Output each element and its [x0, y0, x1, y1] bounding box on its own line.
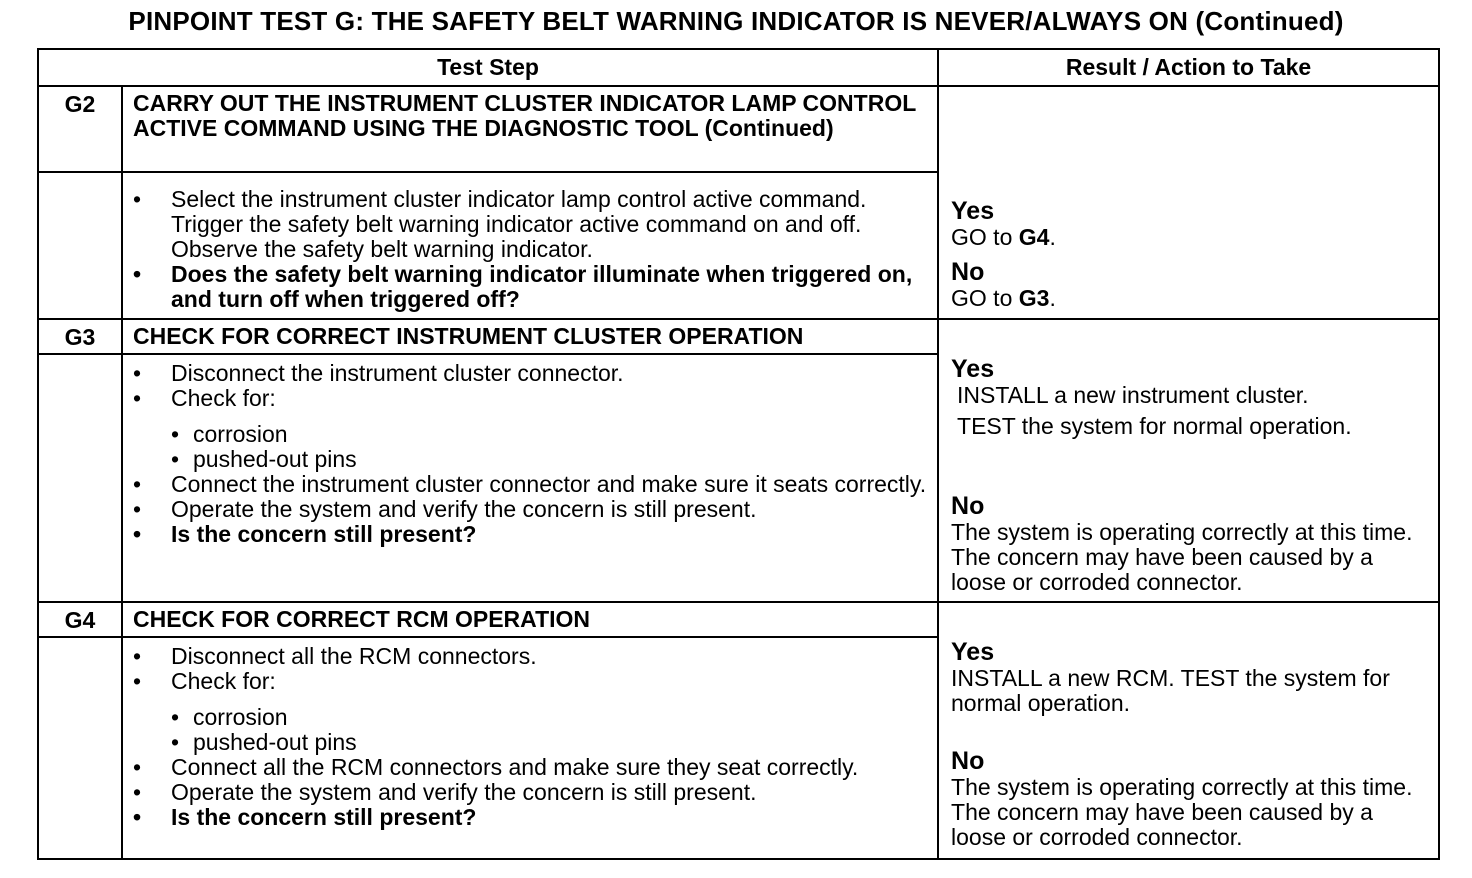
- list-item: • Does the safety belt warning indicator illuminate when triggered on, and turn off when triggered off?: [133, 262, 927, 312]
- step-g3-heading-row: [38, 319, 1439, 354]
- list-item: • Select the instrument cluster indicator lamp control active command. Trigger the safety belt warning indicator active command on and off. Observe the safety belt warning indicator.: [133, 187, 927, 262]
- step-id: G3: [38, 319, 122, 354]
- no-action: The system is operating correctly at this time. The concern may have been caused by a loose or corroded connector.: [951, 519, 1413, 595]
- header-test-step: Test Step: [38, 49, 938, 86]
- list-item: • corrosion: [171, 705, 927, 730]
- list-item: • pushed-out pins: [171, 730, 927, 755]
- yes-action: INSTALL a new RCM. TEST the system for normal operation.: [951, 665, 1390, 716]
- list-item: • corrosion: [171, 422, 927, 447]
- yes-action: GO to G4.: [951, 224, 1056, 250]
- step-g2-heading-row: [38, 86, 1439, 172]
- list-item: • Disconnect all the RCM connectors.: [133, 644, 927, 669]
- list-item: • Is the concern still present?: [133, 805, 927, 830]
- step-id: G2: [38, 86, 122, 172]
- step-id: G4: [38, 602, 122, 637]
- list-item: • Check for:: [133, 669, 927, 694]
- step-heading: CHECK FOR CORRECT RCM OPERATION: [122, 602, 938, 637]
- step-g3-result: [938, 319, 1439, 602]
- step-id-spacer: [38, 354, 122, 602]
- step-body: [122, 172, 938, 319]
- yes-action: TEST the system for normal operation.: [957, 413, 1352, 439]
- yes-label: Yes: [951, 197, 995, 225]
- step-g4-heading-row: [38, 602, 1439, 637]
- list-item: • Operate the system and verify the concern is still present.: [133, 780, 927, 805]
- list-item: • Operate the system and verify the concern is still present.: [133, 497, 927, 522]
- step-heading: CHECK FOR CORRECT INSTRUMENT CLUSTER OPERATION: [122, 319, 938, 354]
- no-label: No: [951, 747, 985, 775]
- no-action: GO to G3.: [951, 285, 1056, 311]
- step-heading: CARRY OUT THE INSTRUMENT CLUSTER INDICATOR LAMP CONTROL ACTIVE COMMAND USING THE DIAGNOSTIC TOOL (Continued): [122, 86, 938, 172]
- yes-label: Yes: [951, 638, 995, 666]
- yes-label: Yes: [951, 355, 995, 383]
- no-label: No: [951, 492, 985, 520]
- step-id-spacer: [38, 172, 122, 319]
- list-item: • pushed-out pins: [171, 447, 927, 472]
- step-g4-result: [938, 602, 1439, 859]
- step-body: [122, 637, 938, 859]
- list-item: • Is the concern still present?: [133, 522, 927, 547]
- step-g2-result: [938, 86, 1439, 319]
- list-item: • Check for:: [133, 386, 927, 411]
- header-result-action: Result / Action to Take: [938, 49, 1439, 86]
- list-item: • Connect the instrument cluster connector and make sure it seats correctly.: [133, 472, 927, 497]
- no-label: No: [951, 258, 985, 286]
- step-body: [122, 354, 938, 602]
- pinpoint-test-table: [37, 48, 1440, 860]
- page-title: PINPOINT TEST G: THE SAFETY BELT WARNING INDICATOR IS NEVER/ALWAYS ON (Continued): [128, 6, 1344, 36]
- list-item: • Connect all the RCM connectors and make sure they seat correctly.: [133, 755, 927, 780]
- no-action: The system is operating correctly at this time. The concern may have been caused by a loose or corroded connector.: [951, 774, 1413, 850]
- step-id-spacer: [38, 637, 122, 859]
- yes-action: INSTALL a new instrument cluster.: [957, 382, 1309, 408]
- list-item: • Disconnect the instrument cluster connector.: [133, 361, 927, 386]
- table-header-row: [38, 49, 1439, 86]
